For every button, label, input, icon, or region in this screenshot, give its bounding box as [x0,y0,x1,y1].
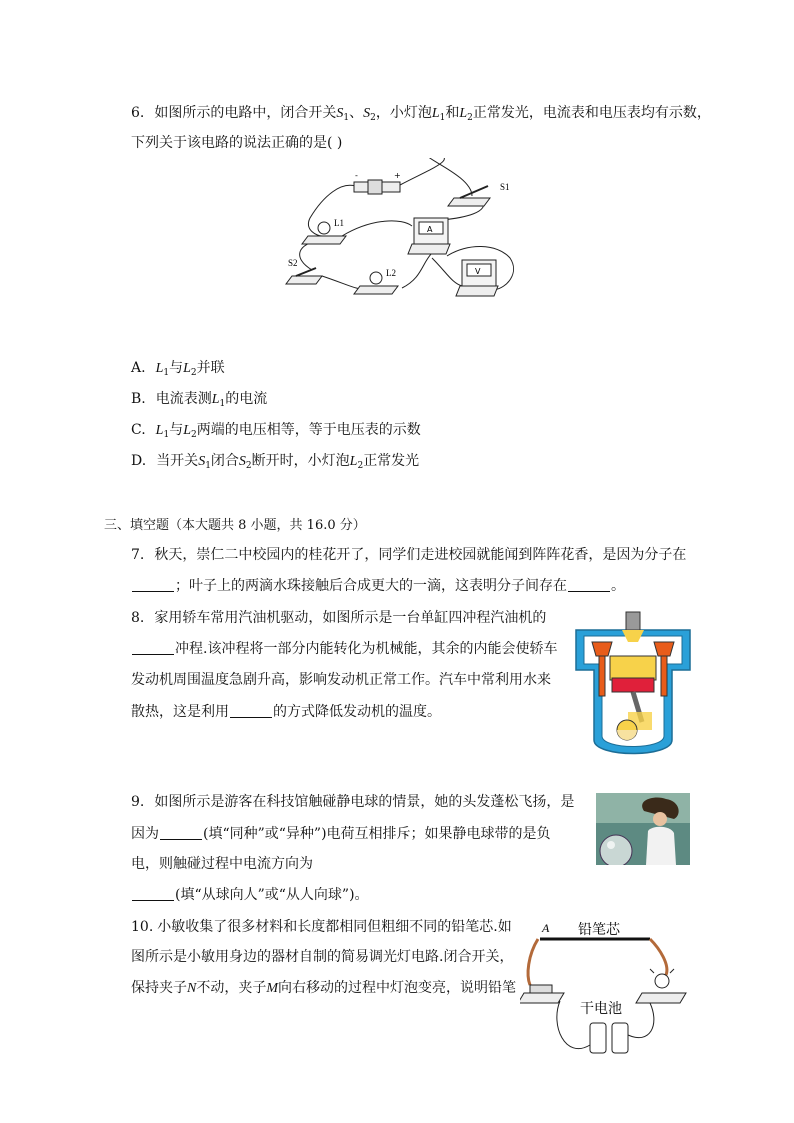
sub: 1 [163,430,170,440]
var: L [183,423,191,438]
wire-2 [400,158,472,196]
q8-text: 的方式降低发动机的温度。 [273,704,441,720]
q7-text: 秋天，崇仁二中校园内的桂花开了，同学们走进校园就能闻到阵阵花香，是因为分子在 [154,547,687,563]
q7-text: 。 [611,578,625,594]
q8-text: 家用轿车常用汽油机驱动，如图所示是一台单缸四冲程汽油机的 [154,610,547,626]
q6-l1-var: L [431,106,440,121]
text: 断开时，小灯泡 [251,453,350,469]
lamp-l2-icon [354,268,398,294]
q7-line1 [131,545,686,565]
label-s2: S2 [288,258,298,268]
var: L [155,361,164,376]
sub: 2 [190,368,197,378]
wire-9 [432,258,462,286]
q10-text: 保持夹子 [131,980,187,996]
q6-line1 [131,103,711,128]
q6-s2-sub: 2 [370,113,376,123]
q7-number: 7. [131,547,145,563]
voltmeter-icon [456,260,498,296]
label-pencil: 铅笔芯 [578,922,620,938]
q6-s1-var: S [336,106,344,121]
text: 闭合 [210,453,239,469]
q9-line4 [131,885,369,905]
q9-line1 [131,792,574,812]
text: 与 [169,422,184,438]
answer-blank[interactable] [568,577,610,592]
q10-text: 不动，夹子 [196,980,267,996]
sub: 1 [205,461,211,471]
person-icon [646,827,676,865]
sub: 1 [219,399,226,409]
section-heading: 三、填空题（本大题共 8 小题，共 16.0 分） [104,518,366,533]
q9-text: 如图所示是游客在科技馆触碰静电球的情景，她的头发蓬松飞扬，是 [154,794,575,810]
q10-dimmer-figure [520,915,700,1065]
q7-line2 [131,576,625,596]
q6-l2-var: L [459,106,468,121]
q10-line2: 图所示是小敏用身边的器材自制的简易调光灯电路.闭合开关， [131,949,514,965]
text: 当开关 [156,453,199,469]
q6-option-c [131,420,421,445]
sub: 1 [163,368,170,378]
text: 两端的电压相等，等于电压表的示数 [196,422,421,438]
option-letter: B. [131,391,146,407]
switch-s1-icon [448,182,510,206]
var: N [187,981,197,996]
q8-number: 8. [131,610,145,626]
text: 与 [169,360,184,376]
q8-line3: 发动机周围温度急剧升高，影响发动机正常工作。汽车中常利用水来 [131,672,551,688]
q10-text: 小敏收集了很多材料和长度都相同但粗细不同的铅笔芯.如 [157,919,512,935]
q6-number: 6. [131,105,145,121]
q8-line4 [131,702,441,722]
engine-diagram [572,610,694,762]
switch-icon [520,985,564,1003]
label-a: A [542,921,550,935]
answer-blank[interactable] [132,640,174,655]
option-letter: D. [131,453,147,469]
sub: 2 [191,430,197,440]
option-letter: A. [131,360,146,376]
q6-option-a [131,358,225,383]
text: 电流表测 [155,391,212,407]
static-ball-icon [600,835,632,865]
q6-and: 和 [445,105,460,121]
sub: 2 [245,461,252,471]
battery-icon [354,171,401,194]
q8-line1 [131,608,546,628]
q6-text-b: ，小灯泡 [375,105,432,121]
svg-text:A: A [427,225,433,234]
q10-line1 [131,917,512,937]
q9-line2 [131,824,551,844]
answer-blank[interactable] [132,886,174,901]
switch-s2-icon [286,258,322,284]
label-s1: S1 [500,182,510,192]
label-battery: 干电池 [580,1001,622,1017]
q8-text: 冲程.该冲程将一部分内能转化为机械能，其余的内能会使轿车 [175,641,558,657]
q6-sep: 、 [349,105,364,121]
var: S [238,454,246,469]
svg-text:+: + [394,171,401,180]
q6-l1-sub: 1 [439,113,446,123]
q6-circuit-figure [282,158,522,303]
svg-text:V: V [475,267,481,276]
q8-line2 [131,639,557,659]
q6-option-d [131,451,419,476]
answer-blank[interactable] [132,577,174,592]
var: L [183,361,191,376]
q9-text: (填“从球向人”或“从人向球”)。 [175,887,369,903]
q9-line3: 电，则触碰过程中电流方向为 [131,856,313,872]
svg-text:-: - [355,171,358,180]
var: L [211,392,220,407]
spark-plug-icon [626,612,640,630]
q10-text: 向右移动的过程中灯泡变亮，说明铅笔 [278,980,517,996]
q9-text: (填“同种”或“异种”)电荷互相排斥；如果静电球带的是负 [203,826,551,842]
q6-s2-var: S [363,106,371,121]
ammeter-icon [408,218,450,254]
text: 的电流 [225,391,268,407]
q6-s1-sub: 1 [343,113,350,123]
intake-valve-icon [592,642,612,656]
q6-option-b [131,389,267,414]
wire-7 [402,253,432,288]
answer-blank[interactable] [160,825,202,840]
label-l2: L2 [386,268,396,278]
q8-text: 散热，这是利用 [131,704,229,720]
wire-4 [342,221,412,236]
answer-blank[interactable] [230,703,272,718]
q7-text: ；叶子上的两滴水珠接触后合成更大的一滴，这表明分子间存在 [175,578,567,594]
piston-icon [612,678,654,692]
circuit-diagram [282,158,522,303]
bulb-icon [636,969,686,1003]
q10-number: 10. [131,919,154,935]
q6-text-a: 如图所示的电路中，闭合开关 [154,105,337,121]
q9-static-ball-photo [596,793,690,865]
label-l1: L1 [334,218,344,228]
dimmer-circuit-diagram [520,915,700,1065]
q9-text: 因为 [131,826,159,842]
q6-l2-sub: 2 [467,113,473,123]
var: L [349,454,358,469]
q6-line2: 下列关于该电路的说法正确的是( ) [131,135,343,151]
var: L [155,423,164,438]
static-ball-photo-image [596,793,690,865]
q9-number: 9. [131,794,145,810]
q6-text-c: 正常发光，电流表和电压表均有示数， [472,105,711,121]
q8-engine-figure [572,610,694,762]
wire-1 [308,185,360,236]
dry-battery-icon [590,1023,628,1053]
q10-line3 [131,978,516,999]
exhaust-valve-icon [654,642,674,656]
var: M [266,981,279,996]
option-letter: C. [131,422,146,438]
text: 正常发光 [363,453,420,469]
var: S [198,454,206,469]
sub: 2 [357,461,364,471]
text: 并联 [196,360,225,376]
